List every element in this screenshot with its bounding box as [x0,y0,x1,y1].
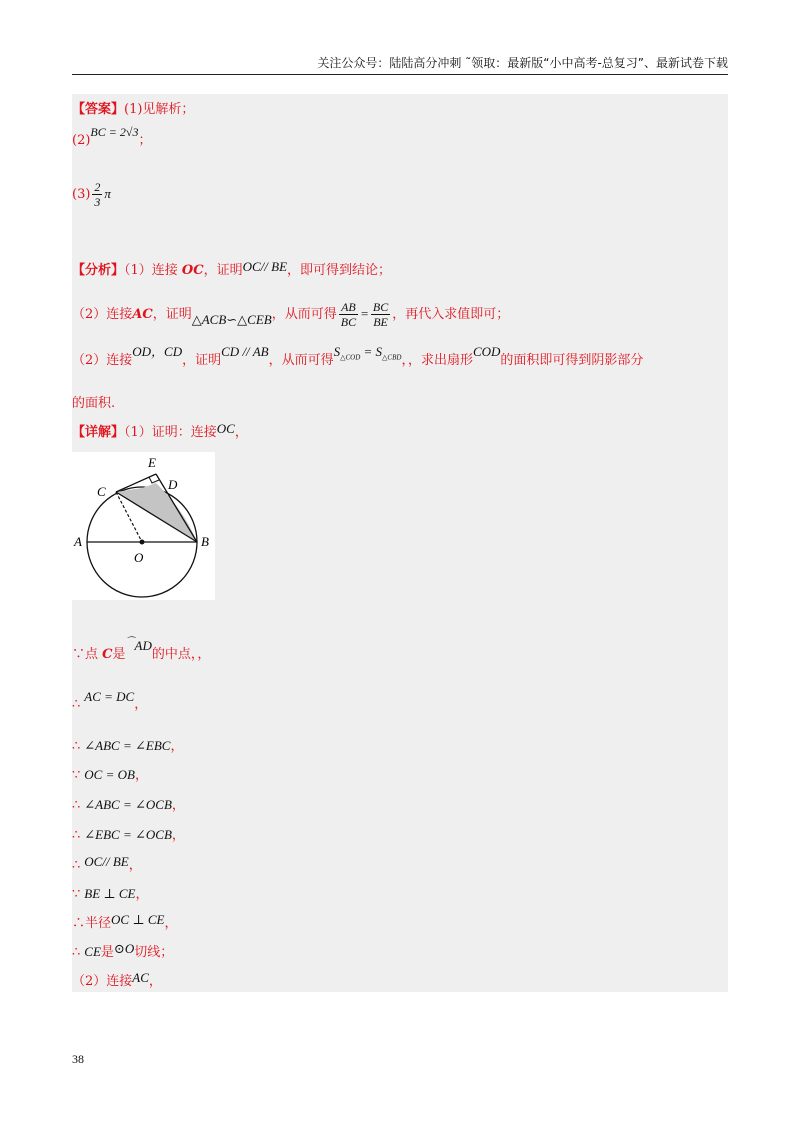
text: （1）证明：连接 [124,425,217,440]
text: ， [171,828,185,843]
detail-line-1 [72,421,248,441]
math-ac: AC [132,307,153,322]
math-cod: COD [472,344,501,359]
text: 半径 [85,916,112,931]
text: ，再代入求值即可； [392,307,510,322]
answer-part-2-math: BC = 2√3 [90,125,139,139]
text: ，从而可得 [271,307,337,322]
answer-part-1: (1)见解析； [124,102,195,117]
answer-part-2-suffix: ； [138,133,152,148]
therefore-symbol: ∴ [72,916,86,931]
text: ， [148,974,162,989]
text: ， [134,697,148,712]
math-ad: AD [134,638,152,653]
therefore-symbol: ∴ [72,697,81,712]
text: 点 [85,647,103,662]
analysis-tag: 【分析】 [72,263,125,278]
math-equation: OC ⊥ CE [111,912,165,927]
solution-panel [72,94,728,992]
answer-line-3 [72,180,111,209]
text: （2）连接 [72,307,133,322]
analysis-line-3 [72,344,644,374]
text: ，证明 [203,263,243,278]
step-1 [72,636,211,663]
math-od-cd: OD，CD [132,344,183,359]
math-equation: ∠EBC = ∠OCB [84,827,172,842]
because-symbol: ∵ [72,768,81,783]
text: ，从而可得 [268,353,334,368]
step-4 [72,767,148,784]
detail-tag: 【详解】 [72,425,125,440]
text: （2）连接 [72,353,133,368]
text: ，证明 [182,353,222,368]
text: 的面积. [72,396,116,411]
answer-line-1 [72,102,194,118]
math-oc: OC [181,263,204,278]
analysis-line-1 [72,259,392,279]
fraction-ab-bc [339,300,358,329]
answer-tag: 【答案】 [72,102,125,117]
text: 是 [100,945,114,960]
math-equation: AC = DC [84,689,135,704]
text: ， [164,916,178,931]
text: ， [234,425,248,440]
step-5 [72,797,185,814]
math-equation: BE ⊥ CE [84,886,136,901]
s-symbol: S [333,344,341,359]
text: ，，求出扇形 [401,353,473,368]
text: ， [134,768,148,783]
label-b: B [201,534,209,549]
label-c: C [97,484,106,499]
text: 的中点，， [151,647,211,662]
math-cd-parallel-ab: CD // AB [221,344,269,359]
step-6 [72,827,185,844]
math-area-equal [333,344,402,362]
fraction-numerator: AB [339,300,358,315]
pi-symbol: π [104,186,111,201]
label-o: O [134,550,144,565]
text: 的面积即可得到阴影部分 [500,353,644,368]
page-number: 38 [72,1052,84,1066]
fraction-denominator: 3 [94,195,101,209]
equals: = S [360,344,383,359]
text: （1）连接 [124,263,182,278]
equals: = [360,306,369,321]
page-header [72,52,728,75]
because-symbol: ∵ [72,887,81,902]
step-8 [72,886,149,903]
therefore-symbol: ∴ [72,945,81,960]
arc-ad: ⌒AD [125,636,152,653]
answer-part-3-label: (3) [72,187,91,202]
step-7 [72,854,142,874]
answer-part-3-fraction [92,180,102,209]
right-angle-mark [149,477,159,483]
geometry-figure [72,452,215,600]
text: ， [171,798,185,813]
text: ， [135,887,149,902]
math-ac: AC [132,970,149,985]
header-text: 关注公众号：陆陆高分冲刺 ˜领取：最新版“小中高考-总复习”、最新试卷下载 [317,56,728,70]
text: ， [128,858,142,873]
analysis-line-2 [72,300,509,329]
label-d: D [168,477,178,492]
step-3 [72,738,183,755]
math-ce: CE [84,944,101,959]
analysis-line-4 [72,396,115,412]
answer-part-2-label: (2) [72,133,91,148]
shaded-region [116,483,197,542]
text: ， [170,739,184,754]
text: 是 [112,647,126,662]
math-equation: OC = OB [84,767,135,782]
fraction-numerator: BC [372,300,389,314]
math-equation: ∠ABC = ∠OCB [84,797,172,812]
center-point [140,540,145,545]
math-circle-o: ⊙O [113,941,135,956]
math-c: C [102,647,113,662]
step-2 [72,689,148,713]
therefore-symbol: ∴ [72,798,81,813]
circle-diagram [72,452,215,600]
therefore-symbol: ∴ [72,828,81,843]
therefore-symbol: ∴ [72,739,81,754]
step-10 [72,941,174,961]
text: 切线； [134,945,174,960]
math-similar: △ACB∽△CEB [191,312,272,327]
text: ，即可得到结论； [287,263,392,278]
label-e: E [148,455,156,470]
text: ，证明 [152,307,192,322]
subscript: △CBD [382,353,402,362]
fraction-denominator: BC [340,315,357,329]
math-equation: OC// BE [84,854,129,869]
text: （2）连接 [72,974,133,989]
answer-line-2 [72,125,152,149]
math-equation: ∠ABC = ∠EBC [84,738,171,753]
math-oc: OC [216,421,235,436]
fraction-bc-be [371,300,390,329]
label-a: A [74,534,82,549]
fraction-numerator: 2 [94,180,101,194]
because-symbol: ∵ [72,647,86,662]
fraction-denominator: BE [373,315,388,329]
step-9 [72,912,178,932]
subscript: △COD [340,353,361,362]
therefore-symbol: ∴ [72,858,81,873]
math-parallel: OC// BE [242,259,288,274]
detail-last-line [72,970,162,990]
